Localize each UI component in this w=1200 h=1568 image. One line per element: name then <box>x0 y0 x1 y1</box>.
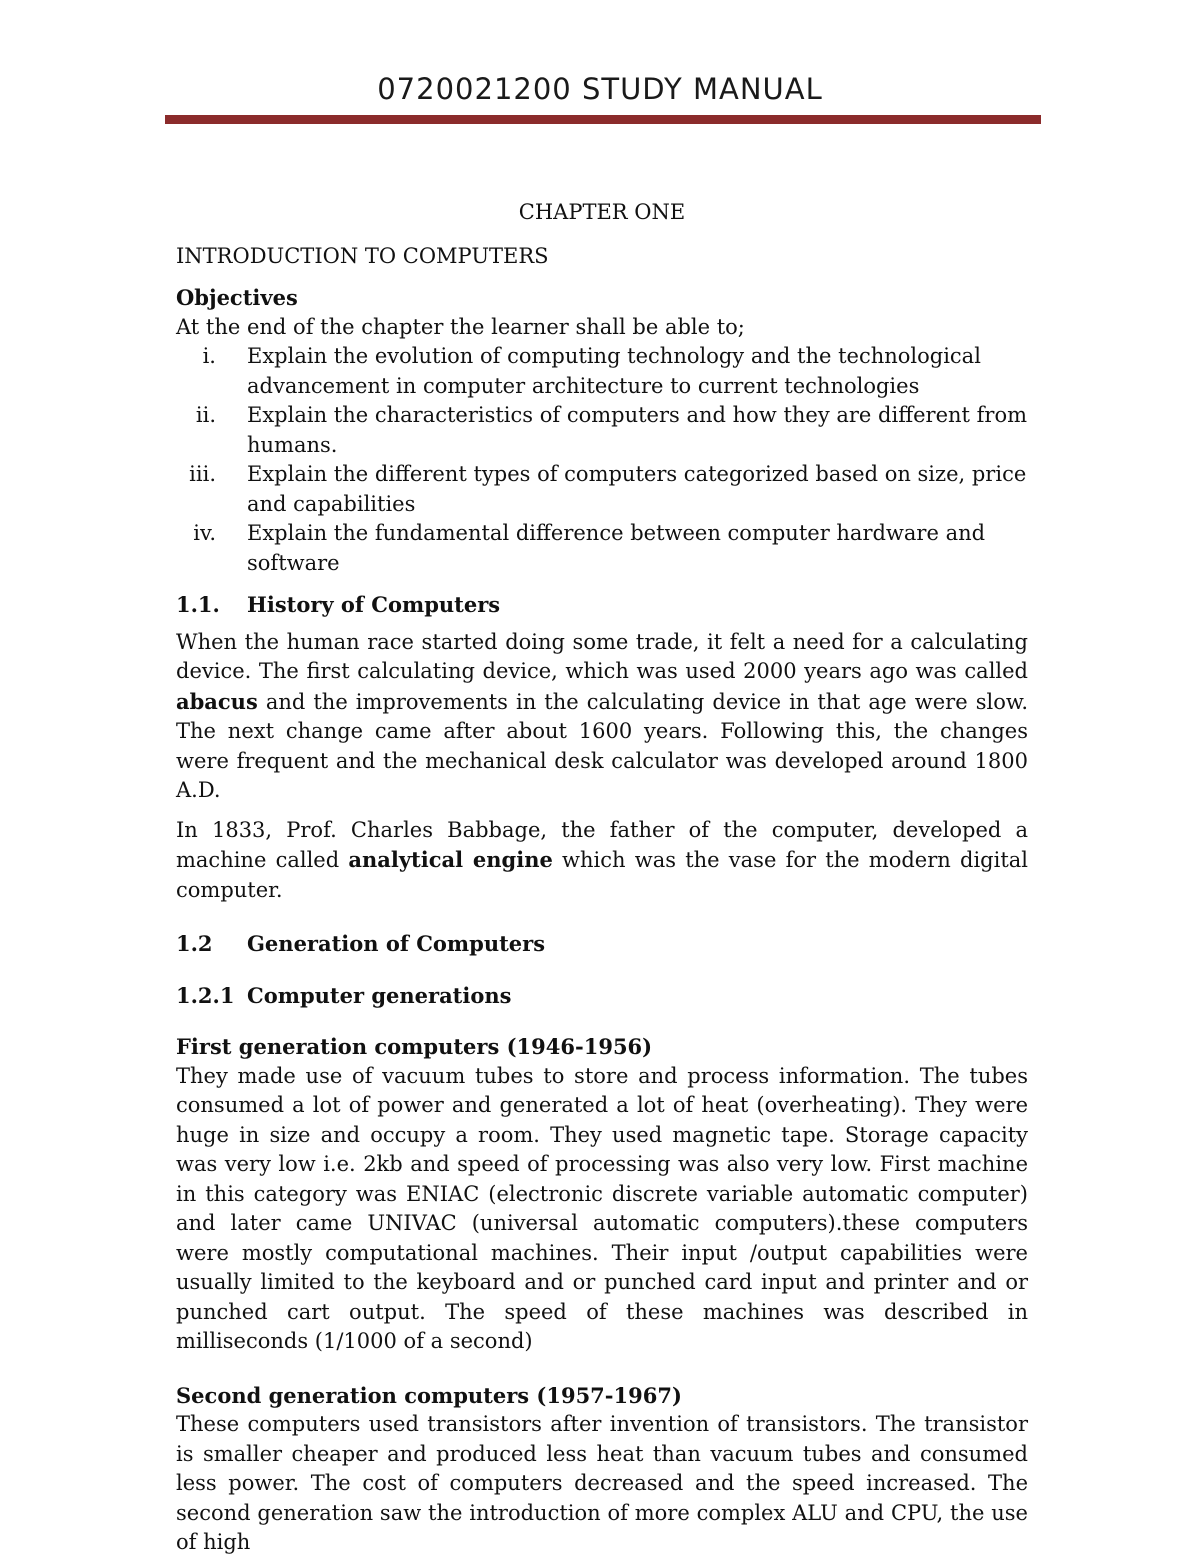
spacer <box>176 967 1028 981</box>
chapter-title: INTRODUCTION TO COMPUTERS <box>176 243 549 268</box>
header-rule <box>165 115 1041 124</box>
section-title: History of Computers <box>247 592 501 617</box>
history-text: In 1833, Prof. Charles Babbage, the father of the computer, developed a machine called <box>176 817 1028 872</box>
spacer <box>176 915 1028 929</box>
objectives-lead: At the end of the chapter the learner shall be able to; <box>176 314 745 339</box>
objective-number: iv. <box>193 521 216 545</box>
section-heading-history <box>176 590 1028 620</box>
objective-number: ii. <box>195 403 216 427</box>
chapter-number: CHAPTER ONE <box>518 200 686 224</box>
section-heading-generation <box>176 929 1028 959</box>
abacus-term: abacus <box>176 688 258 714</box>
page-content <box>176 198 1028 1568</box>
first-generation-text: They made use of vacuum tubes to store and process information. The tubes consumed a lot of power and generated a lot of heat (overheating). They were huge in size and occupy a room. They used magnetic tape. Storage capacity was very low i.e. 2kb and speed of processing was also very low. First machine in this category was ENIAC (electronic discrete variable automatic computer) and later came UNIVAC (universal automatic computers).these computers were mostly computational machines. Their input /output capabilities were usually limited to the keyboard and or punched card input and printer and or punched cart output. The speed of these machines was described in milliseconds (1/1000 of a second) <box>176 1063 1028 1353</box>
history-text: which was the vase for the modern digital computer. <box>176 848 1028 902</box>
history-paragraph-2 <box>176 816 1028 906</box>
objective-text: Explain the characteristics of computers and how they are different from humans. <box>247 403 1028 457</box>
objective-item <box>176 342 1028 401</box>
section-heading-generations-sub <box>176 981 1028 1011</box>
objectives-heading: Objectives <box>176 285 298 310</box>
analytical-engine-term: analytical engine <box>348 847 553 872</box>
spacer <box>176 1367 1028 1381</box>
spacer <box>176 1018 1028 1032</box>
section-number: 1.1. <box>176 592 220 617</box>
history-text: and the improvements in the calculating device in that age were slow. The next change came after about 1600 years. Following this, the changes were frequent and the mechanical desk calculator was developed around 1800 A.D. <box>176 689 1028 802</box>
objective-number: i. <box>202 344 216 368</box>
section-number: 1.2.1 <box>176 982 235 1008</box>
history-text: When the human race started doing some trade, it felt a need for a calculating device. The first calculating device, which was used 2000 years ago was called <box>176 629 1028 683</box>
first-generation-heading: First generation computers (1946-1956) <box>176 1034 653 1059</box>
section-title: Computer generations <box>247 982 512 1008</box>
running-header-title: 0720021200 STUDY MANUAL <box>377 72 823 106</box>
second-generation-heading: Second generation computers (1957-1967) <box>176 1382 682 1408</box>
history-paragraph-1 <box>176 628 1028 806</box>
objective-number: iii. <box>189 462 216 486</box>
objective-text: Explain the fundamental difference between computer hardware and software <box>247 521 986 575</box>
second-generation-text: These computers used transistors after invention of transistors. The transistor is smaller cheaper and produced less heat than vacuum tubes and consumed less power. The cost of computers decreased and the speed increased. The second generation saw the introduction of more complex ALU and CPU, the use of high <box>176 1412 1028 1554</box>
section-number: 1.2 <box>176 931 213 956</box>
objective-text: Explain the different types of computers categorized based on size, price and capabilities <box>247 462 1027 516</box>
objectives-list <box>176 342 1028 578</box>
objective-item <box>176 460 1028 519</box>
objective-item <box>176 401 1028 460</box>
objective-item <box>176 519 1028 578</box>
objective-text: Explain the evolution of computing technology and the technological advancement in computer architecture to current technologies <box>247 344 981 398</box>
section-title: Generation of Computers <box>247 931 546 956</box>
